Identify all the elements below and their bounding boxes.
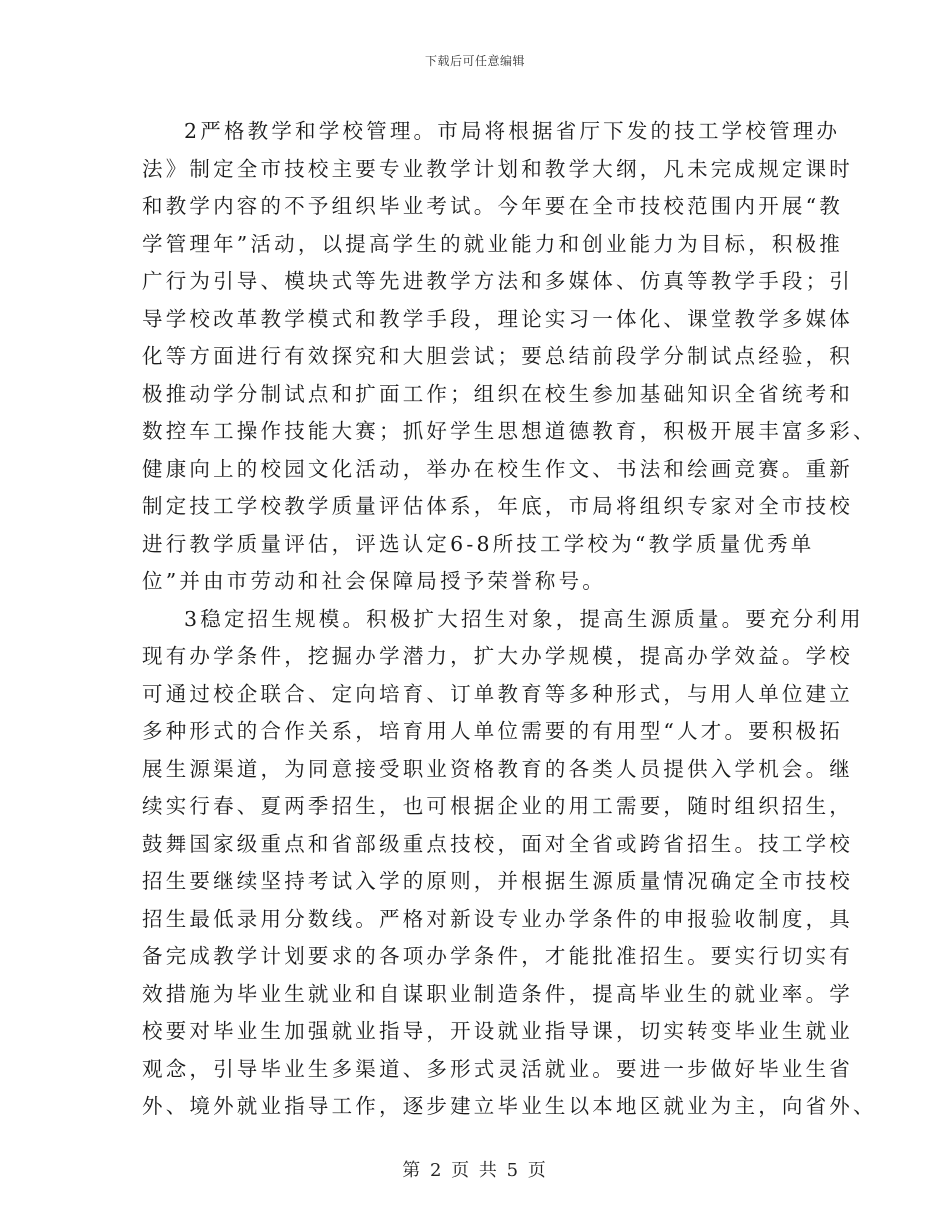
paragraph-line: 进行教学质量评估，评选认定6-8所技工学校为“教学质量优秀单 xyxy=(142,531,815,556)
paragraph-line: 外、境外就业指导工作，逐步建立毕业生以本地区就业为主，向省外、 xyxy=(142,1094,877,1118)
paragraph-line: 招生最低录用分数线。严格对新设专业办学条件的申报验收制度，具 xyxy=(142,906,853,931)
paragraph-line: 多种形式的合作关系，培育用人单位需要的有用型“人才。要积极拓 xyxy=(142,719,843,743)
paragraph-line: 数控车工操作技能大赛；抓好学生思想道德教育，积极开展丰富多彩、 xyxy=(142,419,877,443)
paragraph-line: 2严格教学和学校管理。市局将根据省厅下发的技工学校管理办 xyxy=(184,119,841,143)
paragraph-line: 广行为引导、模块式等先进教学方法和多媒体、仿真等教学手段；引 xyxy=(142,269,853,293)
paragraph-line: 鼓舞国家级重点和省部级重点技校，面对全省或跨省招生。技工学校 xyxy=(142,831,853,856)
paragraph-line: 健康向上的校园文化活动，举办在校生作文、书法和绘画竞赛。重新 xyxy=(142,456,853,481)
paragraph-line: 化等方面进行有效探究和大胆尝试；要总结前段学分制试点经验，积 xyxy=(142,344,853,368)
header-note: 下载后可任意编辑 xyxy=(424,54,525,68)
paragraph-line: 3稳定招生规模。积极扩大招生对象，提高生源质量。要充分利用 xyxy=(184,606,864,631)
paragraph-line: 导学校改革教学模式和教学手段，理论实习一体化、课堂教学多媒体 xyxy=(142,306,853,331)
paragraph-line: 位”并由市劳动和社会保障局授予荣誉称号。 xyxy=(142,569,606,593)
paragraph-line: 备完成教学计划要求的各项办学条件，才能批准招生。要实行切实有 xyxy=(142,944,853,968)
paragraph-line: 校要对毕业生加强就业指导，开设就业指导课，切实转变毕业生就业 xyxy=(142,1019,853,1043)
document-body xyxy=(142,113,877,1126)
paragraph-line: 展生源渠道，为同意接受职业资格教育的各类人员提供入学机会。继 xyxy=(142,756,853,781)
paragraph-line: 极推动学分制试点和扩面工作；组织在校生参加基础知识全省统考和 xyxy=(142,381,853,406)
paragraph-line: 观念，引导毕业生多渠道、多形式灵活就业。要进一步做好毕业生省 xyxy=(142,1056,853,1081)
page-number: 第 2 页 共 5 页 xyxy=(402,1160,548,1181)
paragraph-line: 和教学内容的不予组织毕业考试。今年要在全市技校范围内开展“教 xyxy=(142,194,843,218)
paragraph-line: 法》制定全市技校主要专业教学计划和教学大纲，凡未完成规定课时 xyxy=(142,156,853,181)
paragraph-line: 可通过校企联合、定向培育、订单教育等多种形式，与用人单位建立 xyxy=(142,681,853,706)
paragraph-line: 学管理年”活动，以提高学生的就业能力和创业能力为目标，积极推 xyxy=(142,231,843,256)
paragraph-line: 制定技工学校教学质量评估体系，年底，市局将组织专家对全市技校 xyxy=(142,494,853,518)
paragraph-line: 续实行春、夏两季招生，也可根据企业的用工需要，随时组织招生， xyxy=(142,794,853,818)
paragraph-line: 招生要继续坚持考试入学的原则，并根据生源质量情况确定全市技校 xyxy=(142,869,853,893)
paragraph-line: 效措施为毕业生就业和自谋职业制造条件，提高毕业生的就业率。学 xyxy=(142,981,853,1006)
paragraph-line: 现有办学条件，挖掘办学潜力，扩大办学规模，提高办学效益。学校 xyxy=(142,644,853,668)
